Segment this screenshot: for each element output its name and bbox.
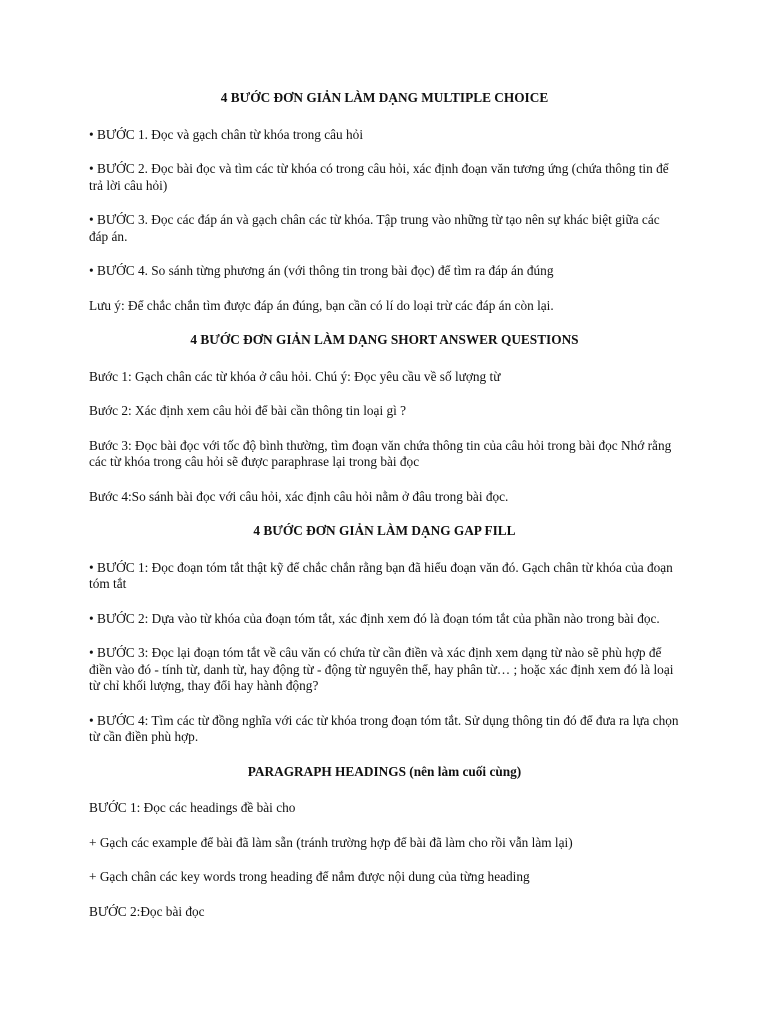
paragraph: BƯỚC 2:Đọc bài đọc (89, 903, 205, 919)
paragraph: Bước 2: Xác định xem câu hỏi để bài cần thông tin loại gì ? (89, 403, 407, 418)
paragraph: Bước 1: Gạch chân các từ khóa ở câu hỏi. Chú ý: Đọc yêu cầu về số lượng từ (89, 368, 501, 384)
section-heading-multiple-choice: 4 BƯỚC ĐƠN GIẢN LÀM DẠNG MULTIPLE CHOICE (220, 90, 549, 105)
paragraph: • BƯỚC 2. Đọc bài đọc và tìm các từ khóa có trong câu hỏi, xác định đoạn văn tương ứng (chứa thông tin để trả lời câu hỏi) (89, 161, 669, 193)
section-heading-gap-fill: 4 BƯỚC ĐƠN GIẢN LÀM DẠNG GAP FILL (253, 523, 516, 538)
paragraph: • BƯỚC 1: Đọc đoạn tóm tắt thật kỹ để chắc chắn rằng bạn đã hiểu đoạn văn đó. Gạch chân từ khóa của đoạn tóm tắt (89, 559, 673, 591)
paragraph: Bước 3: Đọc bài đọc với tốc độ bình thường, tìm đoạn văn chứa thông tin của câu hỏi trong bài đọc Nhớ rằng các từ khóa trong câu hỏi sẽ được paraphrase lại trong bài đọc (89, 437, 672, 469)
paragraph: + Gạch chân các key words trong heading để nắm được nội dung của từng heading (89, 869, 530, 884)
paragraph: • BƯỚC 3: Đọc lại đoạn tóm tắt về câu văn có chứa từ cần điền và xác định xem dạng từ nào sẽ phù hợp để điền vào đó - tính từ, danh từ, hay động từ - động từ nguyên thể, hay phân từ… ; hoặc xác định xem đó là loại từ chỉ khối lượng, thay đổi hay hành động? (89, 645, 674, 693)
section-heading-paragraph-headings: PARAGRAPH HEADINGS (nên làm cuối cùng) (247, 763, 522, 779)
paragraph: Bước 4:So sánh bài đọc với câu hỏi, xác định câu hỏi nằm ở đâu trong bài đọc. (89, 488, 509, 504)
paragraph-note: Lưu ý: Để chắc chắn tìm được đáp án đúng, bạn cần có lí do loại trừ các đáp án còn lại. (89, 297, 554, 313)
paragraph: • BƯỚC 3. Đọc các đáp án và gạch chân các từ khóa. Tập trung vào những từ tạo nên sự khác biệt giữa các đáp án. (89, 212, 660, 244)
paragraph: BƯỚC 1: Đọc các headings đề bài cho (89, 800, 296, 815)
paragraph: • BƯỚC 2: Dựa vào từ khóa của đoạn tóm tắt, xác định xem đó là đoạn tóm tắt của phần nào trong bài đọc. (89, 610, 660, 626)
section-heading-short-answer: 4 BƯỚC ĐƠN GIẢN LÀM DẠNG SHORT ANSWER QUESTIONS (190, 332, 579, 347)
paragraph: • BƯỚC 4. So sánh từng phương án (với thông tin trong bài đọc) để tìm ra đáp án đúng (89, 263, 554, 278)
paragraph: + Gạch các example để bài đã làm sẵn (tránh trường hợp để bài đã làm cho rồi vẫn làm lại) (89, 834, 573, 850)
paragraph: • BƯỚC 1. Đọc và gạch chân từ khóa trong câu hỏi (89, 126, 364, 142)
paragraph: • BƯỚC 4: Tìm các từ đồng nghĩa với các từ khóa trong đoạn tóm tắt. Sử dụng thông tin đó để đưa ra lựa chọn từ cần điền phù hợp. (89, 712, 679, 744)
